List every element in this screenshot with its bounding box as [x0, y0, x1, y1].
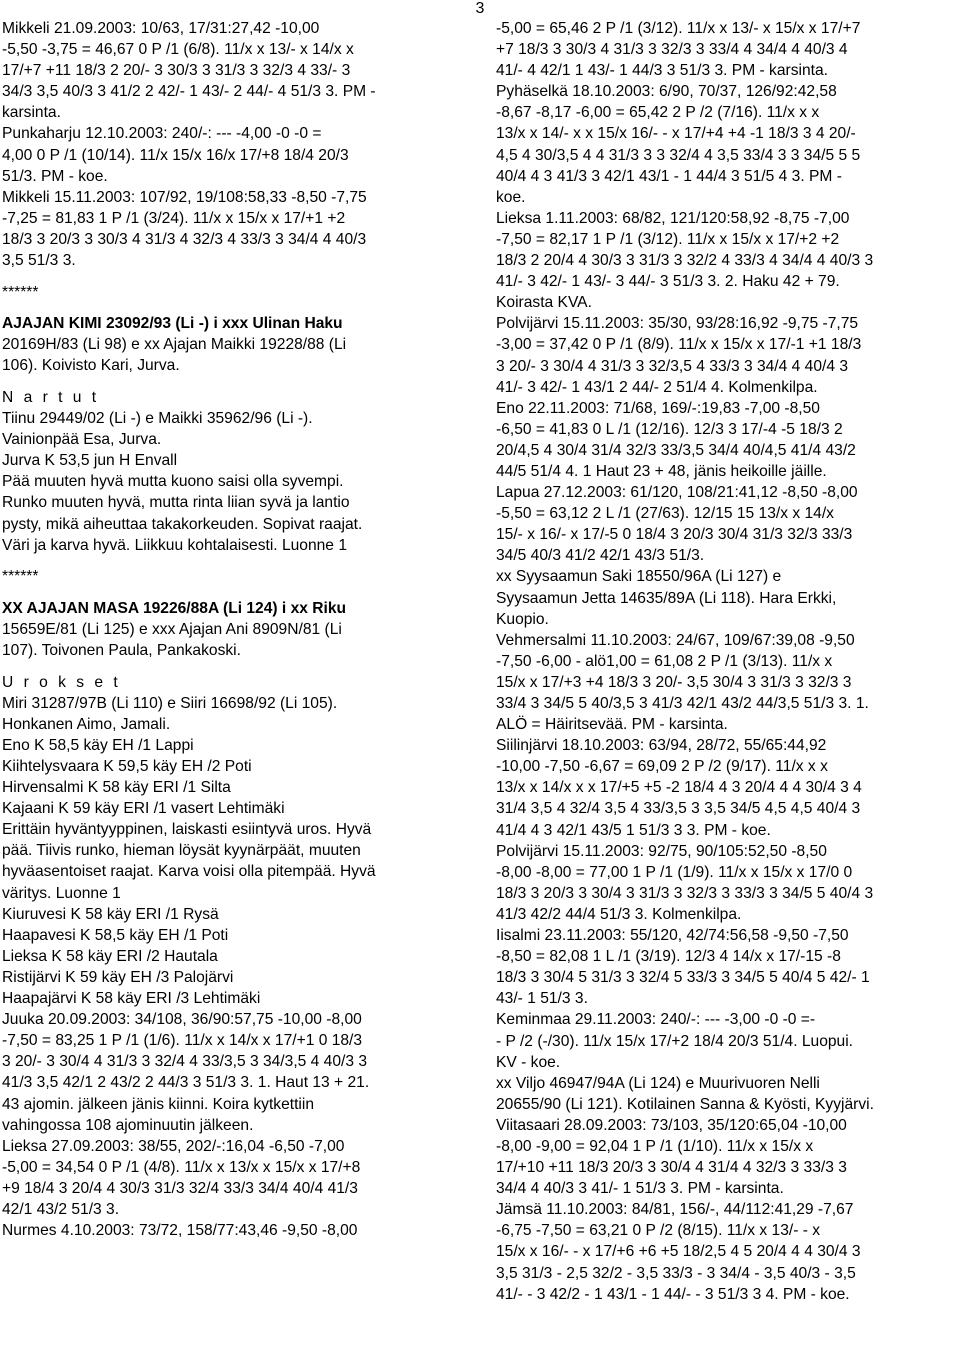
right-column-line: -8,67 -8,17 -6,00 = 65,42 2 P /2 (7/16). 11/x x x [496, 104, 820, 122]
right-column-line: 34/4 4 40/3 3 41/- 1 51/3 3. PM - karsinta. [496, 1180, 784, 1198]
right-column-line: 18/3 2 20/4 4 30/3 3 31/3 3 32/2 4 33/3 4 34/4 4 40/3 3 [496, 252, 874, 270]
left-column-line: 4,00 0 P /1 (10/14). 11/x 15/x 16/x 17/+8 18/4 20/3 [2, 146, 349, 164]
left-column-line: Miri 31287/97B (Li 110) e Siiri 16698/92 (Li 105). [2, 694, 338, 712]
left-column-line: 107). Toivonen Paula, Pankakoski. [2, 642, 241, 660]
right-column-line: Lieksa 1.11.2003: 68/82, 121/120:58,92 -8,75 -7,00 [496, 209, 850, 227]
left-column-line: +9 18/4 3 20/4 4 30/3 31/3 32/4 33/3 34/4 40/4 41/3 [2, 1179, 358, 1197]
left-column-line: ****** [2, 283, 39, 301]
right-column-line: 17/+10 +11 18/3 20/3 3 30/4 4 31/4 4 32/3 3 33/3 3 [496, 1159, 847, 1177]
left-column-line: Vainionpää Esa, Jurva. [2, 431, 162, 449]
right-column-line: 15/x x 17/+3 +4 18/3 3 20/- 3,5 30/4 3 31/3 3 32/3 3 [496, 673, 852, 691]
right-column-line: 41/4 4 3 42/1 43/5 1 51/3 3 3. PM - koe. [496, 821, 771, 839]
left-column-line: Eno K 58,5 käy EH /1 Lappi [2, 736, 194, 754]
left-column-line: Hirvensalmi K 58 käy ERI /1 Silta [2, 779, 231, 797]
left-column-line: väritys. Luonne 1 [2, 884, 121, 902]
right-column-line: 44/5 51/4 4. 1 Haut 23 + 48, jänis heikoille jäille. [496, 462, 827, 480]
right-column-line: 18/3 3 30/4 5 31/3 3 32/4 5 33/3 3 34/5 5 40/4 5 42/- 1 [496, 969, 870, 987]
left-column-line: 34/3 3,5 40/3 3 41/2 2 42/- 1 43/- 2 44/- 4 51/3 3. PM - [2, 83, 376, 101]
right-column-line: Kuopio. [496, 610, 549, 628]
right-column-line: Iisalmi 23.11.2003: 55/120, 42/74:56,58 -9,50 -7,50 [496, 927, 849, 945]
right-column-line: -5,50 = 63,12 2 L /1 (27/63). 12/15 15 13/x x 14/x [496, 505, 834, 523]
right-column-line: xx Viljo 46947/94A (Li 124) e Muurivuoren Nelli [496, 1074, 820, 1092]
right-column-line: 3 20/- 3 30/4 4 31/3 3 32/3,5 4 33/3 3 34/4 4 40/4 3 [496, 357, 849, 375]
right-column-line: Polvijärvi 15.11.2003: 35/30, 93/28:16,92 -9,75 -7,75 [496, 315, 859, 333]
left-column-line: 17/+7 +11 18/3 2 20/- 3 30/3 3 31/3 3 32/3 4 33/- 3 [2, 62, 351, 80]
left-column-line: Haapavesi K 58,5 käy EH /1 Poti [2, 926, 229, 944]
right-column-line: Koirasta KVA. [496, 294, 592, 312]
left-column-line: XX AJAJAN MASA 19226/88A (Li 124) i xx Riku [2, 599, 347, 617]
right-column-line: - P /2 (-/30). 11/x 15/x 17/+2 18/4 20/3 51/4. Luopui. [496, 1032, 854, 1050]
right-column-line: +7 18/3 3 30/3 4 31/3 3 32/3 3 33/4 4 34/4 4 40/3 4 [496, 41, 848, 59]
left-column-line: 20169H/83 (Li 98) e xx Ajajan Maikki 19228/88 (Li [2, 336, 347, 354]
right-column-line: -7,50 -6,00 - alö1,00 = 61,08 2 P /1 (3/13). 11/x x [496, 652, 833, 670]
left-column-line: Kajaani K 59 käy ERI /1 vasert Lehtimäki [2, 800, 285, 818]
left-column-line [2, 587, 468, 598]
right-column-line: -3,00 = 37,42 0 P /1 (8/9). 11/x x 15/x x 17/-1 +1 18/3 [496, 336, 862, 354]
left-column-line: -5,00 = 34,54 0 P /1 (4/8). 11/x x 13/x x 15/x x 17/+8 [2, 1158, 361, 1176]
right-column-line: Keminmaa 29.11.2003: 240/-: --- -3,00 -0 -0 =- [496, 1011, 816, 1029]
right-column-line: Polvijärvi 15.11.2003: 92/75, 90/105:52,50 -8,50 [496, 842, 827, 860]
right-column-line: 33/4 3 34/5 5 40/3,5 3 41/3 42/1 43/2 44/3,5 51/3 3. 1. [496, 695, 869, 712]
right-column-line: -6,75 -7,50 = 63,21 0 P /2 (8/15). 11/x x 13/- - x [496, 1222, 821, 1240]
right-column-line: 20/4,5 4 30/4 31/4 32/3 33/3,5 34/4 40/4,5 41/4 43/2 [496, 441, 856, 459]
left-column-line: Mikkeli 15.11.2003: 107/92, 19/108:58,33 -8,50 -7,75 [2, 188, 367, 206]
right-column-line: Pyhäselkä 18.10.2003: 6/90, 70/37, 126/92:42,58 [496, 83, 837, 101]
left-column-line: vahingossa 108 ajominuutin jälkeen. [2, 1116, 254, 1134]
right-column-line: 31/4 3,5 4 32/4 3,5 4 33/3,5 3 3,5 34/5 4,5 4,5 40/4 3 [496, 800, 861, 818]
right-column-line: KV - koe. [496, 1053, 561, 1071]
right-column-line: 13/x x 14/- x x 15/x 16/- - x 17/+4 +4 -1 18/3 3 4 20/- [496, 125, 856, 143]
left-column-line: pysty, mikä aiheuttaa takakorkeuden. Sopivat raajat. [2, 515, 363, 533]
right-column-line: 41/3 42/2 44/4 51/3 3. Kolmenkilpa. [496, 905, 742, 923]
left-column-line [2, 271, 468, 282]
right-column-line: -10,00 -7,50 -6,67 = 69,09 2 P /2 (9/17). 11/x x x [496, 758, 828, 776]
left-column-line [2, 377, 468, 388]
left-column-line: 18/3 3 20/3 3 30/3 4 31/3 4 32/3 4 33/3 3 34/4 4 40/3 [2, 230, 367, 248]
left-column-line: Haapajärvi K 58 käy ERI /3 Lehtimäki [2, 990, 261, 1008]
right-column-line: 15/x x 16/- - x 17/+6 +6 +5 18/2,5 4 5 20/4 4 4 30/4 3 [496, 1243, 861, 1261]
left-column-line: 43 ajomin. jälkeen jänis kiinni. Koira kytkettiin [2, 1095, 315, 1113]
left-column-line: AJAJAN KIMI 23092/93 (Li -) i xxx Ulinan Haku [2, 315, 343, 333]
right-column-line: xx Syysaamun Saki 18550/96A (Li 127) e [496, 568, 782, 586]
right-column-line: 4,5 4 30/3,5 4 4 31/3 3 3 32/4 4 3,5 33/4 3 3 34/5 5 5 [496, 146, 861, 164]
left-column-line [2, 556, 468, 567]
left-column-line: 3,5 51/3 3. [2, 252, 76, 270]
right-column-line: 43/- 1 51/3 3. [496, 990, 588, 1008]
left-column-line [2, 303, 468, 314]
left-column-line: Lieksa 27.09.2003: 38/55, 202/-:16,04 -6,50 -7,00 [2, 1137, 345, 1155]
left-column-line: Väri ja karva hyvä. Liikkuu kohtalaisesti. Luonne 1 [2, 536, 347, 554]
right-column-line: -7,50 = 82,17 1 P /1 (3/12). 11/x x 15/x x 17/+2 +2 [496, 230, 840, 248]
left-column-line: 51/3. PM - koe. [2, 167, 108, 185]
left-column-line: Runko muuten hyvä, mutta rinta liian syvä ja lantio [2, 494, 350, 512]
right-column-line: ALÖ = Häiritsevää. PM - karsinta. [496, 716, 728, 734]
left-column-line: Punkaharju 12.10.2003: 240/-: --- -4,00 -0 -0 = [2, 125, 322, 143]
left-column-line: ****** [2, 568, 39, 586]
left-column-line: Kiihtelysvaara K 59,5 käy EH /2 Poti [2, 758, 252, 775]
left-column-line: Honkanen Aimo, Jamali. [2, 715, 171, 733]
right-column [496, 18, 960, 1305]
right-column-line: Jämsä 11.10.2003: 84/81, 156/-, 44/112:41,29 -7,67 [496, 1201, 854, 1219]
right-column-line: 41/- 3 42/- 1 43/- 3 44/- 3 51/3 3. 2. Haku 42 + 79. [496, 273, 840, 291]
left-column-line: Ristijärvi K 59 käy EH /3 Palojärvi [2, 968, 234, 986]
right-column-line: 41/- 4 42/1 1 43/- 1 44/3 3 51/3 3. PM - karsinta. [496, 62, 828, 80]
left-column-line: 15659E/81 (Li 125) e xxx Ajajan Ani 8909N/81 (Li [2, 620, 342, 638]
left-column-line: karsinta. [2, 104, 61, 122]
left-column-line: 3 20/- 3 30/4 4 31/3 3 32/4 4 33/3,5 3 34/3,5 4 40/3 3 [2, 1053, 368, 1071]
left-column-line: Jurva K 53,5 jun H Envall [2, 452, 178, 470]
left-column-line: Kiuruvesi K 58 käy ERI /1 Rysä [2, 905, 219, 923]
left-column-line: pää. Tiivis runko, hieman löysät kyynärpäät, muuten [2, 842, 361, 860]
page-number: 3 [475, 0, 485, 17]
right-column-line: Viitasaari 28.09.2003: 73/103, 35/120:65,04 -10,00 [496, 1116, 847, 1134]
left-column-line: Nurmes 4.10.2003: 73/72, 158/77:43,46 -9,50 -8,00 [2, 1222, 358, 1240]
left-column-line: Mikkeli 21.09.2003: 10/63, 17/31:27,42 -10,00 [2, 20, 320, 37]
right-column-line: -5,00 = 65,46 2 P /1 (3/12). 11/x x 13/- x 15/x x 17/+7 [496, 20, 861, 37]
right-column-line: -8,50 = 82,08 1 L /1 (3/19). 12/3 4 14/x x 17/-15 -8 [496, 948, 841, 966]
right-column-line: Vehmersalmi 11.10.2003: 24/67, 109/67:39,08 -9,50 [496, 631, 855, 649]
right-column-line: 3,5 31/3 - 2,5 32/2 - 3,5 33/3 - 3 34/4 - 3,5 40/3 - 3,5 [496, 1264, 856, 1282]
left-column-line: 41/3 3,5 42/1 2 43/2 2 44/3 3 51/3 3. 1. Haut 13 + 21. [2, 1074, 370, 1092]
left-column-line: -7,25 = 81,83 1 P /1 (3/24). 11/x x 15/x x 17/+1 +2 [2, 209, 346, 227]
right-column-line: -8,00 -9,00 = 92,04 1 P /1 (1/10). 11/x x 15/x x [496, 1137, 814, 1155]
right-column-line: 18/3 3 20/3 3 30/4 3 31/3 3 32/3 3 33/3 3 34/5 5 40/4 3 [496, 884, 874, 902]
right-column-line: -8,00 -8,00 = 77,00 1 P /1 (1/9). 11/x x 15/x x 17/0 0 [496, 863, 853, 881]
left-column-line: -5,50 -3,75 = 46,67 0 P /1 (6/8). 11/x x 13/- x 14/x x [2, 41, 354, 59]
left-column-line: hyväasentoiset raajat. Karva voisi olla pitempää. Hyvä [2, 863, 376, 881]
right-column-line: 15/- x 16/- x 17/-5 0 18/4 3 20/3 30/4 31/3 32/3 33/3 [496, 526, 853, 544]
right-column-line: 41/- - 3 42/2 - 1 43/1 - 1 44/- - 3 51/3 3 4. PM - koe. [496, 1285, 850, 1303]
right-column-line: 20655/90 (Li 121). Kotilainen Sanna & Kyösti, Kyyjärvi. [496, 1095, 874, 1113]
left-column-line: -7,50 = 83,25 1 P /1 (1/6). 11/x x 14/x x 17/+1 0 18/3 [2, 1032, 363, 1050]
left-column [2, 18, 468, 1241]
right-column-line: 34/5 40/3 41/2 42/1 43/3 51/3. [496, 547, 705, 565]
right-column-line: koe. [496, 188, 526, 206]
right-column-line: Syysaamun Jetta 14635/89A (Li 118). Hara Erkki, [496, 589, 837, 607]
right-column-line: 13/x x 14/x x x 17/+5 +5 -2 18/4 4 3 20/4 4 4 30/4 3 4 [496, 779, 862, 797]
right-column-line: -6,50 = 41,83 0 L /1 (12/16). 12/3 3 17/-4 -5 18/3 2 [496, 420, 843, 438]
left-column-line: 42/1 43/2 51/3 3. [2, 1200, 120, 1218]
left-column-line: 106). Koivisto Kari, Jurva. [2, 357, 180, 375]
left-column-line: Juuka 20.09.2003: 34/108, 36/90:57,75 -10,00 -8,00 [2, 1011, 362, 1029]
left-column-line: Tiinu 29449/02 (Li -) e Maikki 35962/96 (Li -). [2, 410, 313, 428]
right-column-line: Siilinjärvi 18.10.2003: 63/94, 28/72, 55/65:44,92 [496, 737, 827, 755]
left-column-line: Lieksa K 58 käy ERI /2 Hautala [2, 947, 218, 965]
right-column-line: Eno 22.11.2003: 71/68, 169/-:19,83 -7,00 -8,50 [496, 399, 820, 417]
left-column-line [2, 661, 468, 672]
left-column-line: U r o k s e t [2, 673, 121, 691]
left-column-line: Pää muuten hyvä mutta kuono saisi olla syvempi. [2, 473, 344, 491]
right-column-line: 40/4 4 3 41/3 3 42/1 43/1 - 1 44/4 3 51/5 4 3. PM - [496, 167, 842, 185]
left-column-line: N a r t u t [2, 389, 100, 406]
right-column-line: Lapua 27.12.2003: 61/120, 108/21:41,12 -8,50 -8,00 [496, 484, 858, 502]
left-column-line: Erittäin hyväntyyppinen, laiskasti esiintyvä uros. Hyvä [2, 821, 372, 839]
right-column-line: 41/- 3 42/- 1 43/1 2 44/- 2 51/4 4. Kolmenkilpa. [496, 378, 818, 396]
